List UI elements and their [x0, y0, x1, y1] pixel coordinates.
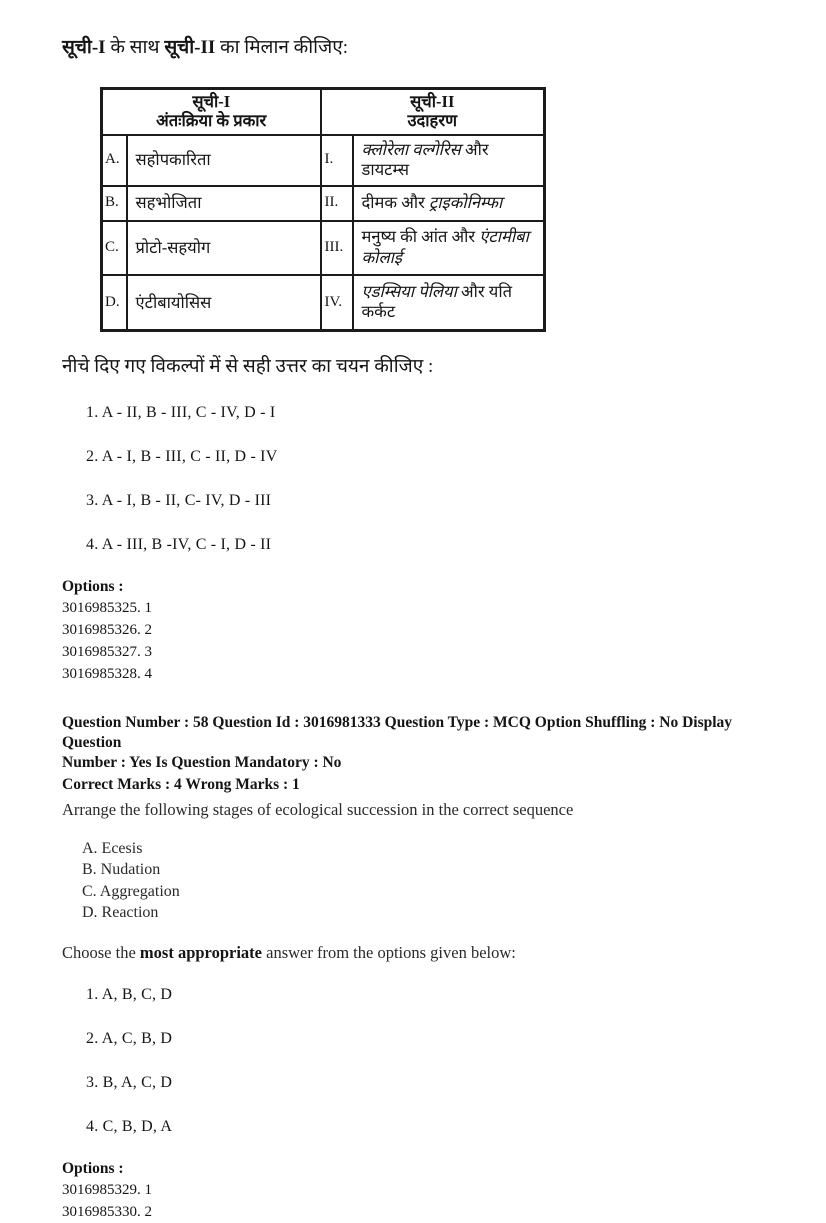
q58-option-id-list: [62, 1179, 770, 1223]
row-item: सहभोजिता: [127, 186, 321, 221]
header-list1: [102, 88, 321, 134]
q58-meta-line1: Question Number : 58 Question Id : 3016981333 Question Type : MCQ Option Shuffling : No Display Question: [62, 713, 733, 751]
row-item: प्रोटो-सहयोग: [127, 221, 321, 275]
stage-item-d: D. Reaction: [82, 904, 159, 922]
stage-item-a: A. Ecesis: [82, 839, 143, 857]
row-letter: C.: [102, 221, 127, 275]
header-list1-subtitle: अंतःक्रिया के प्रकार: [156, 110, 267, 130]
q58-choice-2: 2. A, C, B, D: [86, 1029, 173, 1047]
header-list2-title: सूची-II: [410, 91, 455, 111]
row-numeral: III.: [321, 221, 353, 275]
row-letter: D.: [102, 275, 127, 331]
row-numeral: IV.: [321, 275, 353, 331]
q58-meta-line2: Number : Yes Is Question Mandatory : No: [62, 753, 342, 771]
match-table: [100, 87, 546, 332]
q58-metadata: [62, 713, 770, 773]
table-header-row: [102, 88, 545, 134]
list2-label: सूची-II: [164, 37, 216, 58]
table-row-b: [102, 186, 545, 221]
row-example: मनुष्य की आंत और एंटामीबा कोलाई: [353, 221, 545, 275]
q57-option-id-4: 3016985328. 4: [62, 665, 152, 682]
q58-choice-3: 3. B, A, C, D: [86, 1073, 173, 1091]
row-example: एडम्सिया पेलिया और यति कर्कट: [353, 275, 545, 331]
header-list2: [321, 88, 545, 134]
q58-question-text: Arrange the following stages of ecological succession in the correct sequence: [62, 799, 574, 819]
choose-answer-instruction: Choose the most appropriate answer from the options given below:: [62, 942, 516, 962]
table-row-d: [102, 275, 545, 331]
stage-item-c: C. Aggregation: [82, 882, 180, 900]
q58-option-id-1: 3016985329. 1: [62, 1181, 152, 1198]
q58-choice-4: 4. C, B, D, A: [86, 1117, 173, 1135]
q57-choice-list: [86, 404, 770, 554]
list1-label: सूची-I: [62, 37, 106, 58]
stage-list: [82, 838, 770, 924]
header-list2-subtitle: उदाहरण: [407, 110, 458, 130]
match-instruction: सूची-I के साथ सूची-II का मिलान कीजिए:: [62, 37, 348, 58]
row-item: सहोपकारिता: [127, 135, 321, 186]
q58-option-id-2: 3016985330. 2: [62, 1203, 152, 1220]
row-example: दीमक और ट्राइकोनिम्फा: [353, 186, 545, 221]
select-answer-instruction: नीचे दिए गए विकल्पों में से सही उत्तर का चयन कीजिए :: [62, 356, 434, 378]
row-numeral: I.: [321, 135, 353, 186]
q57-options-label: Options :: [62, 577, 124, 595]
q57-choice-4: 4. A - III, B -IV, C - I, D - II: [86, 535, 272, 553]
q58-marks: Correct Marks : 4 Wrong Marks : 1: [62, 775, 300, 793]
q57-choice-1: 1. A - II, B - III, C - IV, D - I: [86, 403, 276, 421]
q58-options-label: Options :: [62, 1159, 124, 1177]
header-list1-title: सूची-I: [192, 91, 231, 111]
row-numeral: II.: [321, 186, 353, 221]
row-letter: B.: [102, 186, 127, 221]
q57-choice-3: 3. A - I, B - II, C- IV, D - III: [86, 491, 272, 509]
q57-option-id-2: 3016985326. 2: [62, 621, 152, 638]
q57-option-id-1: 3016985325. 1: [62, 599, 152, 616]
stage-item-b: B. Nudation: [82, 861, 161, 879]
q58-choice-1: 1. A, B, C, D: [86, 985, 173, 1003]
table-row-a: [102, 135, 545, 186]
row-letter: A.: [102, 135, 127, 186]
row-item: एंटीबायोसिस: [127, 275, 321, 331]
table-row-c: [102, 221, 545, 275]
q58-choice-list: [86, 986, 770, 1136]
q57-choice-2: 2. A - I, B - III, C - II, D - IV: [86, 447, 278, 465]
row-example: क्लोरेला वल्गेरिस और डायटम्स: [353, 135, 545, 186]
q57-option-id-list: [62, 597, 770, 685]
q57-option-id-3: 3016985327. 3: [62, 643, 152, 660]
